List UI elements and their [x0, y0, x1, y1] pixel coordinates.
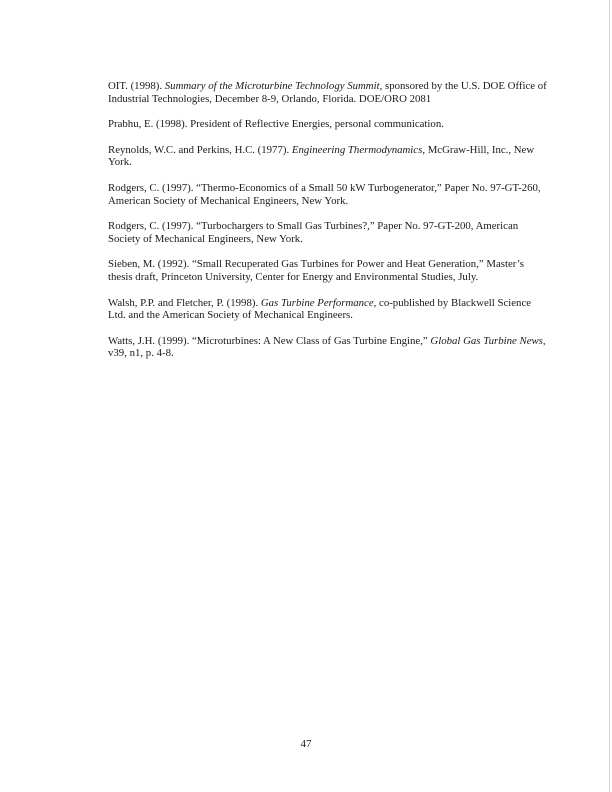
reference-title-italic: Summary of the Microturbine Technology Summit,	[164, 80, 383, 92]
reference-title-italic: Gas Turbine Performance	[260, 296, 374, 309]
reference-text: Sieben, M. (1992). “Small Recuperated Gas Turbines for Power and Heat Generation,” Master’s thesis draft, Princeton University, Center for Energy and Environmental Studies, July.	[108, 258, 524, 283]
reference-text: Reynolds, W.C. and Perkins, H.C. (1977).	[108, 143, 292, 156]
reference-entry	[108, 118, 548, 131]
reference-entry	[108, 258, 548, 283]
reference-entry	[108, 335, 548, 360]
reference-text: Rodgers, C. (1997). “Thermo-Economics of a Small 50 kW Turbogenerator,” Paper No. 97-GT-260, American Society of Mechanical Engineers, New York.	[108, 181, 541, 207]
reference-entry	[108, 144, 548, 169]
reference-title-italic: Global Gas Turbine News	[430, 334, 543, 347]
reference-text: Walsh, P.P. and Fletcher, P. (1998).	[108, 296, 261, 309]
reference-text: , McGraw-Hill, Inc., New York.	[108, 143, 535, 169]
reference-text: , co-published by Blackwell Science Ltd. and the American Society of Mechanical Engineers.	[108, 296, 532, 322]
page-number: 47	[300, 738, 312, 750]
reference-text: Prabhu, E. (1998). President of Reflective Energies, personal communication.	[108, 118, 444, 131]
reference-entry	[108, 297, 548, 322]
reference-entry	[108, 182, 548, 207]
reference-list	[108, 80, 548, 373]
reference-text: Rodgers, C. (1997). “Turbochargers to Small Gas Turbines?,” Paper No. 97-GT-200, American Society of Mechanical Engineers, New York.	[108, 220, 519, 245]
reference-entry	[108, 80, 548, 105]
page-edge-line	[609, 0, 610, 792]
reference-text: sponsored by the U.S. DOE Office of Industrial Technologies, December 8-9, Orlando, Florida. DOE/ORO 2081	[108, 80, 547, 105]
reference-text: OIT. (1998).	[108, 80, 165, 92]
reference-text: Watts, J.H. (1999). “Microturbines: A New Class of Gas Turbine Engine,”	[108, 334, 431, 347]
reference-title-italic: Engineering Thermodynamics	[291, 143, 423, 156]
reference-entry	[108, 220, 548, 245]
reference-text: , v39, n1, p. 4-8.	[108, 334, 546, 360]
